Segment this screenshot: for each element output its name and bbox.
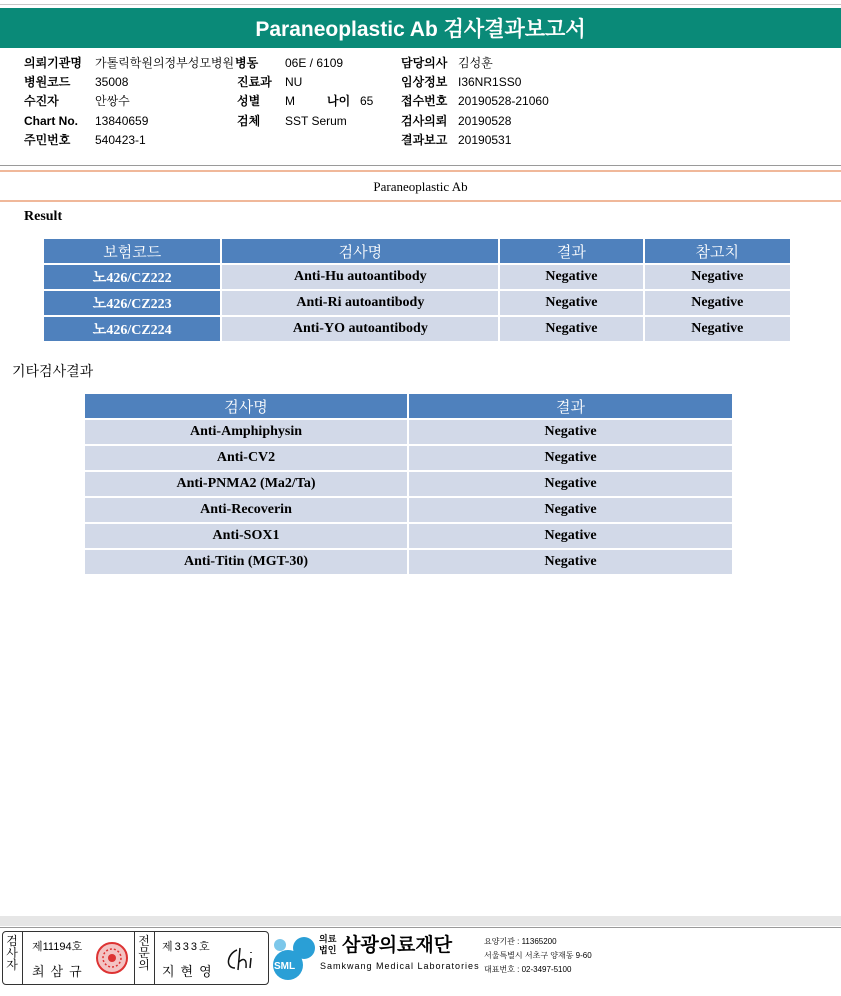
reference-value: Negative <box>645 291 790 315</box>
table-row <box>85 446 732 470</box>
receipt-label: 접수번호 <box>401 94 448 108</box>
test-name: Anti-CV2 <box>85 446 407 470</box>
org-name: 삼광의료재단 <box>342 935 453 956</box>
id-label: 주민번호 <box>24 133 71 147</box>
clinical-value: I36NR1SS0 <box>458 75 522 89</box>
footer-divider <box>0 927 841 928</box>
test-name: Anti-SOX1 <box>85 524 407 548</box>
divider <box>0 170 841 172</box>
divider <box>154 932 155 984</box>
tester-name: 최삼규 <box>32 964 88 979</box>
table-row <box>85 472 732 496</box>
test-name: Anti-Ri autoantibody <box>222 291 498 315</box>
doctor-label: 담당의사 <box>401 56 448 70</box>
org-phone: 대표번호 : 02-3497-5100 <box>484 965 572 974</box>
table-row <box>85 498 732 522</box>
org-address: 서울특별시 서초구 양재동 9-60 <box>484 951 592 960</box>
specimen-label: 검체 <box>237 114 261 128</box>
tester-label: 검사자 <box>6 934 18 972</box>
section-title: Paraneoplastic Ab <box>373 179 468 194</box>
tester-license: 제11194호 <box>32 941 83 953</box>
column-header: 검사명 <box>222 239 498 263</box>
other-results-table <box>83 392 734 576</box>
dept-value: NU <box>285 75 303 89</box>
insurance-code: 노426/CZ222 <box>44 265 220 289</box>
column-header: 결과 <box>409 394 732 418</box>
table-header-row <box>44 239 790 263</box>
logo-text: SML <box>274 961 296 972</box>
column-header: 참고치 <box>645 239 790 263</box>
code-value: 35008 <box>95 75 129 89</box>
handwritten-signature <box>223 944 263 974</box>
test-result: Negative <box>409 524 732 548</box>
table-row <box>85 524 732 548</box>
age-label: 나이 <box>327 94 351 108</box>
signature-box <box>2 931 269 985</box>
chart-label: Chart No. <box>24 114 78 128</box>
footer-band <box>0 916 841 926</box>
table-row <box>44 291 790 315</box>
specimen-value: SST Serum <box>285 114 347 128</box>
reference-value: Negative <box>645 265 790 289</box>
org-code: 요양기관 : 11365200 <box>484 937 557 946</box>
clinical-label: 임상정보 <box>401 75 448 89</box>
patient-value: 안쌍수 <box>95 94 130 108</box>
test-result: Negative <box>500 317 642 341</box>
divider <box>0 165 841 166</box>
table-row <box>85 550 732 574</box>
result-heading: Result <box>24 209 63 224</box>
top-border <box>0 4 841 5</box>
insurance-code: 노426/CZ224 <box>44 317 220 341</box>
divider <box>22 932 23 984</box>
test-result: Negative <box>500 291 642 315</box>
table-row <box>44 317 790 341</box>
specialist-license: 제333호 <box>162 941 212 953</box>
report-date-value: 20190531 <box>458 133 512 147</box>
specialist-name: 지현영 <box>162 964 218 979</box>
table-header-row <box>85 394 732 418</box>
test-name: Anti-PNMA2 (Ma2/Ta) <box>85 472 407 496</box>
test-name: Anti-Titin (MGT-30) <box>85 550 407 574</box>
test-result: Negative <box>409 472 732 496</box>
other-results-heading: 기타검사결과 <box>12 363 94 379</box>
request-label: 검사의뢰 <box>401 114 448 128</box>
divider <box>134 932 135 984</box>
column-header: 검사명 <box>85 394 407 418</box>
org-logo <box>270 931 320 983</box>
dept-label: 진료과 <box>237 75 272 89</box>
seal-stamp <box>95 941 129 975</box>
id-value: 540423-1 <box>95 133 146 147</box>
hospital-value: 가톨릭학원의정부성모병원 <box>95 56 235 70</box>
chart-value: 13840659 <box>95 114 149 128</box>
hospital-label: 의뢰기관명 <box>24 56 82 70</box>
divider <box>0 200 841 202</box>
age-value: 65 <box>360 94 374 108</box>
ward-value: 06E / 6109 <box>285 56 344 70</box>
ward-label: 병동 <box>235 56 259 70</box>
test-result: Negative <box>409 550 732 574</box>
reference-value: Negative <box>645 317 790 341</box>
column-header: 결과 <box>500 239 642 263</box>
sex-label: 성별 <box>237 94 261 108</box>
patient-label: 수진자 <box>24 94 59 108</box>
test-result: Negative <box>409 498 732 522</box>
org-prefix: 의료법인 <box>319 934 337 955</box>
table-row <box>44 265 790 289</box>
receipt-value: 20190528-21060 <box>458 94 549 108</box>
doctor-value: 김성훈 <box>458 56 493 70</box>
specialist-label: 전문의 <box>138 934 150 972</box>
request-value: 20190528 <box>458 114 512 128</box>
test-name: Anti-Hu autoantibody <box>222 265 498 289</box>
report-date-label: 결과보고 <box>401 133 448 147</box>
test-name: Anti-YO autoantibody <box>222 317 498 341</box>
test-name: Anti-Amphiphysin <box>85 420 407 444</box>
result-table <box>42 237 792 343</box>
sex-value: M <box>285 94 295 108</box>
patient-info <box>0 54 841 154</box>
org-english-name: Samkwang Medical Laboratories <box>320 961 480 971</box>
test-result: Negative <box>500 265 642 289</box>
column-header: 보험코드 <box>44 239 220 263</box>
code-label: 병원코드 <box>24 75 71 89</box>
test-result: Negative <box>409 420 732 444</box>
report-title: Paraneoplastic Ab 검사결과보고서 <box>0 8 841 48</box>
test-result: Negative <box>409 446 732 470</box>
test-name: Anti-Recoverin <box>85 498 407 522</box>
insurance-code: 노426/CZ223 <box>44 291 220 315</box>
table-row <box>85 420 732 444</box>
